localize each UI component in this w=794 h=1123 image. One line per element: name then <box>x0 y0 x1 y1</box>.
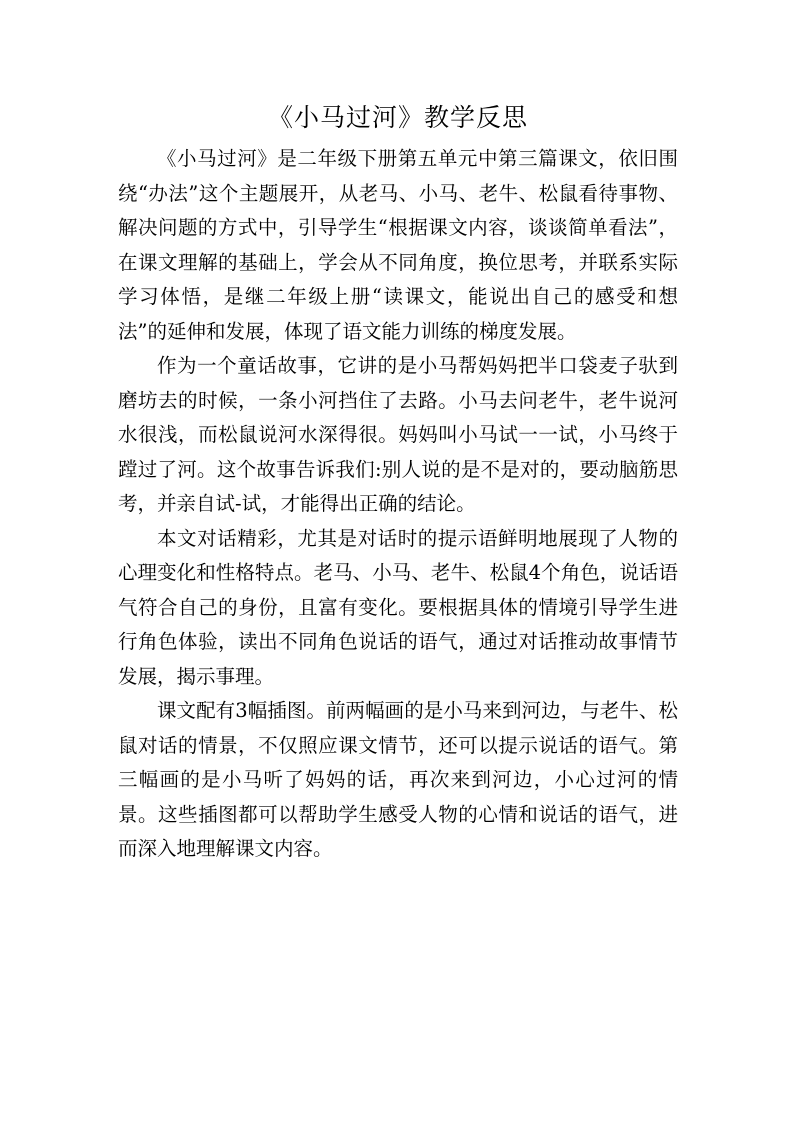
paragraph-2: 作为一个童话故事，它讲的是小马帮妈妈把半口袋麦子驮到磨坊去的时候，一条小河挡住了去路。小马去问老牛，老牛说河水很浅，而松鼠说河水深得很。妈妈叫小马试一一试，小马终于蹚过了河。这个故事告诉我们:别人说的是不是对的，要动脑筋思考，并亲自试-试，才能得出正确的结论。 <box>118 354 678 515</box>
paragraph-1: 《小马过河》是二年级下册第五单元中第三篇课文，依旧围绕“办法”这个主题展开，从老马、小马、老牛、松鼠看待事物、解决问题的方式中，引导学生“根据课文内容，谈谈简单看法”，在课文理解的基础上，学会从不同角度，换位思考，并联系实际学习体悟，是继二年级上册“读课文，能说出自己的感受和想法”的延伸和发展，体现了语文能力训练的梯度发展。 <box>118 147 678 343</box>
document-title: 《小马过河》教学反思 <box>267 103 528 132</box>
paragraph-3: 本文对话精彩，尤其是对话时的提示语鲜明地展现了人物的心理变化和性格特点。老马、小马、老牛、松鼠4个角色，说话语气符合自己的身份，且富有变化。要根据具体的情境引导学生进行角色体验，读出不同角色说话的语气，通过对话推动故事情节发展，揭示事理。 <box>118 526 678 688</box>
paragraph-4: 课文配有3幅插图。前两幅画的是小马来到河边，与老牛、松鼠对话的情景，不仅照应课文情节，还可以提示说话的语气。第三幅画的是小马听了妈妈的话，再次来到河边，小心过河的情景。这些插图都可以帮助学生感受人物的心情和说话的语气，进而深入地理解课文内容。 <box>118 699 678 860</box>
document-page <box>118 100 678 867</box>
